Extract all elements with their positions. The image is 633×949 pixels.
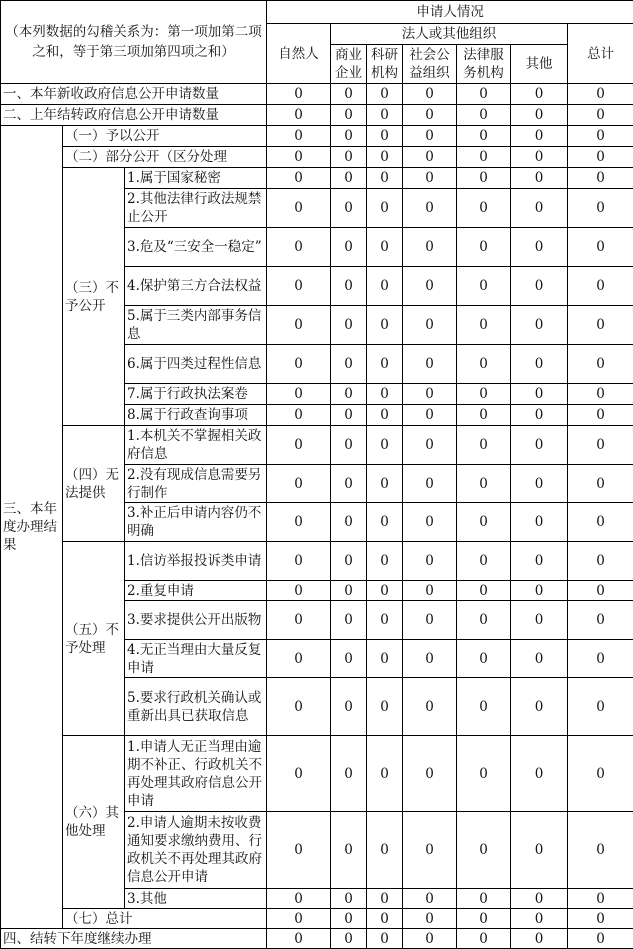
cell-value: 0 bbox=[511, 929, 568, 949]
cell-value: 0 bbox=[267, 929, 331, 949]
cell-value: 0 bbox=[367, 147, 403, 168]
row-label: 4.无正当理由大量反复申请 bbox=[125, 640, 267, 678]
cell-value: 0 bbox=[331, 228, 367, 267]
cell-value: 0 bbox=[267, 147, 331, 168]
cell-value: 0 bbox=[403, 147, 457, 168]
cell-value: 0 bbox=[331, 345, 367, 384]
cell-value: 0 bbox=[367, 909, 403, 929]
cell-value: 0 bbox=[568, 929, 633, 949]
cell-value: 0 bbox=[267, 84, 331, 105]
cell-value: 0 bbox=[568, 84, 633, 105]
cell-value: 0 bbox=[403, 542, 457, 581]
header-total: 总计 bbox=[568, 24, 633, 84]
cell-value: 0 bbox=[457, 503, 511, 542]
cell-value: 0 bbox=[331, 405, 367, 426]
cell-value: 0 bbox=[457, 581, 511, 601]
table-row bbox=[1, 542, 633, 581]
row-label: 8.属于行政查询事项 bbox=[125, 405, 267, 426]
cell-value: 0 bbox=[568, 465, 633, 503]
cell-value: 0 bbox=[331, 736, 367, 812]
cell-value: 0 bbox=[568, 228, 633, 267]
cell-value: 0 bbox=[367, 640, 403, 678]
row-label: 3.补正后申请内容仍不明确 bbox=[125, 503, 267, 542]
cell-value: 0 bbox=[568, 306, 633, 345]
cell-value: 0 bbox=[367, 384, 403, 405]
cell-value: 0 bbox=[267, 228, 331, 267]
cell-value: 0 bbox=[568, 678, 633, 736]
cell-value: 0 bbox=[403, 84, 457, 105]
cell-value: 0 bbox=[367, 736, 403, 812]
cell-value: 0 bbox=[267, 405, 331, 426]
row-label: 1.属于国家秘密 bbox=[125, 168, 267, 189]
row-label: 2.没有现成信息需要另行制作 bbox=[125, 465, 267, 503]
row-label: 2.其他法律行政法规禁止公开 bbox=[125, 189, 267, 228]
cell-value: 0 bbox=[367, 542, 403, 581]
cell-value: 0 bbox=[511, 306, 568, 345]
table-row bbox=[1, 105, 633, 126]
cell-value: 0 bbox=[457, 465, 511, 503]
cell-value: 0 bbox=[457, 345, 511, 384]
cell-value: 0 bbox=[457, 736, 511, 812]
header-legal-group: 法人或其他组织 bbox=[331, 24, 568, 45]
row-label: 2.申请人逾期未按收费通知要求缴纳费用、行政机关不再处理其政府信息公开申请 bbox=[125, 812, 267, 889]
cell-value: 0 bbox=[568, 889, 633, 909]
cell-value: 0 bbox=[511, 267, 568, 306]
cell-value: 0 bbox=[457, 909, 511, 929]
cell-value: 0 bbox=[457, 228, 511, 267]
cell-value: 0 bbox=[568, 345, 633, 384]
cell-value: 0 bbox=[367, 228, 403, 267]
cell-value: 0 bbox=[511, 168, 568, 189]
cell-value: 0 bbox=[267, 581, 331, 601]
cell-value: 0 bbox=[511, 542, 568, 581]
cell-value: 0 bbox=[511, 84, 568, 105]
cell-value: 0 bbox=[511, 384, 568, 405]
cell-value: 0 bbox=[267, 601, 331, 640]
cell-value: 0 bbox=[568, 147, 633, 168]
header-social: 社会公益组织 bbox=[403, 45, 457, 84]
row-label: 6.属于四类过程性信息 bbox=[125, 345, 267, 384]
table-row bbox=[1, 909, 633, 929]
row-label: （一）予以公开 bbox=[63, 126, 267, 147]
row-label: 1.本机关不掌握相关政府信息 bbox=[125, 426, 267, 465]
cell-value: 0 bbox=[568, 601, 633, 640]
cell-value: 0 bbox=[403, 581, 457, 601]
cell-value: 0 bbox=[367, 105, 403, 126]
cell-value: 0 bbox=[403, 465, 457, 503]
cell-value: 0 bbox=[403, 384, 457, 405]
subsection-label: （六）其他处理 bbox=[63, 736, 125, 909]
cell-value: 0 bbox=[568, 384, 633, 405]
cell-value: 0 bbox=[511, 503, 568, 542]
cell-value: 0 bbox=[331, 542, 367, 581]
subsection-label: （五）不予处理 bbox=[63, 542, 125, 736]
cell-value: 0 bbox=[568, 405, 633, 426]
cell-value: 0 bbox=[331, 909, 367, 929]
cell-value: 0 bbox=[367, 405, 403, 426]
cell-value: 0 bbox=[367, 168, 403, 189]
cell-value: 0 bbox=[331, 84, 367, 105]
cell-value: 0 bbox=[568, 267, 633, 306]
cell-value: 0 bbox=[403, 909, 457, 929]
cell-value: 0 bbox=[457, 189, 511, 228]
cell-value: 0 bbox=[267, 189, 331, 228]
cell-value: 0 bbox=[511, 909, 568, 929]
row-label: （七）总计 bbox=[63, 909, 267, 929]
cell-value: 0 bbox=[568, 736, 633, 812]
cell-value: 0 bbox=[511, 228, 568, 267]
cell-value: 0 bbox=[267, 678, 331, 736]
row-label: 3.要求提供公开出版物 bbox=[125, 601, 267, 640]
cell-value: 0 bbox=[457, 384, 511, 405]
header-law: 法律服务机构 bbox=[457, 45, 511, 84]
cell-value: 0 bbox=[568, 812, 633, 889]
cell-value: 0 bbox=[367, 601, 403, 640]
cell-value: 0 bbox=[568, 189, 633, 228]
cell-value: 0 bbox=[457, 105, 511, 126]
cell-value: 0 bbox=[267, 465, 331, 503]
table-row bbox=[1, 147, 633, 168]
subsection-label: （三）不予公开 bbox=[63, 168, 125, 426]
cell-value: 0 bbox=[267, 889, 331, 909]
cell-value: 0 bbox=[457, 306, 511, 345]
cell-value: 0 bbox=[267, 736, 331, 812]
cell-value: 0 bbox=[511, 465, 568, 503]
cell-value: 0 bbox=[331, 189, 367, 228]
cell-value: 0 bbox=[403, 889, 457, 909]
cell-value: 0 bbox=[267, 267, 331, 306]
table-body bbox=[1, 1, 633, 949]
row-label: 1.信访举报投诉类申请 bbox=[125, 542, 267, 581]
cell-value: 0 bbox=[457, 812, 511, 889]
cell-value: 0 bbox=[403, 306, 457, 345]
cell-value: 0 bbox=[511, 812, 568, 889]
cell-value: 0 bbox=[267, 384, 331, 405]
cell-value: 0 bbox=[403, 345, 457, 384]
cell-value: 0 bbox=[568, 542, 633, 581]
row-label: 1.申请人无正当理由逾期不补正、行政机关不再处理其政府信息公开申请 bbox=[125, 736, 267, 812]
cell-value: 0 bbox=[331, 503, 367, 542]
cell-value: 0 bbox=[331, 105, 367, 126]
cell-value: 0 bbox=[367, 267, 403, 306]
cell-value: 0 bbox=[511, 426, 568, 465]
header-commercial: 商业企业 bbox=[331, 45, 367, 84]
cell-value: 0 bbox=[511, 105, 568, 126]
cell-value: 0 bbox=[267, 168, 331, 189]
cell-value: 0 bbox=[403, 812, 457, 889]
cell-value: 0 bbox=[367, 426, 403, 465]
cell-value: 0 bbox=[331, 384, 367, 405]
table-row bbox=[1, 736, 633, 812]
cell-value: 0 bbox=[457, 84, 511, 105]
header-natural-person: 自然人 bbox=[267, 24, 331, 84]
cell-value: 0 bbox=[331, 601, 367, 640]
cell-value: 0 bbox=[403, 640, 457, 678]
cell-value: 0 bbox=[367, 465, 403, 503]
cell-value: 0 bbox=[331, 640, 367, 678]
cell-value: 0 bbox=[403, 105, 457, 126]
cell-value: 0 bbox=[457, 267, 511, 306]
cell-value: 0 bbox=[511, 601, 568, 640]
header-note: （本列数据的勾稽关系为：第一项加第二项之和，等于第三项加第四项之和） bbox=[1, 1, 267, 84]
cell-value: 0 bbox=[267, 503, 331, 542]
cell-value: 0 bbox=[568, 105, 633, 126]
cell-value: 0 bbox=[267, 306, 331, 345]
row-label: 3.其他 bbox=[125, 889, 267, 909]
row-label: （二）部分公开（区分处理 bbox=[63, 147, 267, 168]
cell-value: 0 bbox=[367, 889, 403, 909]
cell-value: 0 bbox=[568, 640, 633, 678]
cell-value: 0 bbox=[511, 189, 568, 228]
cell-value: 0 bbox=[367, 306, 403, 345]
cell-value: 0 bbox=[367, 189, 403, 228]
cell-value: 0 bbox=[403, 405, 457, 426]
cell-value: 0 bbox=[331, 581, 367, 601]
cell-value: 0 bbox=[403, 426, 457, 465]
subsection-label: （四）无法提供 bbox=[63, 426, 125, 542]
row-label: 四、结转下年度继续办理 bbox=[1, 929, 267, 949]
cell-value: 0 bbox=[331, 126, 367, 147]
cell-value: 0 bbox=[331, 147, 367, 168]
cell-value: 0 bbox=[367, 581, 403, 601]
cell-value: 0 bbox=[403, 503, 457, 542]
table-row bbox=[1, 426, 633, 465]
table-row bbox=[1, 126, 633, 147]
cell-value: 0 bbox=[568, 581, 633, 601]
cell-value: 0 bbox=[457, 601, 511, 640]
cell-value: 0 bbox=[267, 105, 331, 126]
cell-value: 0 bbox=[457, 640, 511, 678]
cell-value: 0 bbox=[403, 126, 457, 147]
cell-value: 0 bbox=[511, 147, 568, 168]
cell-value: 0 bbox=[367, 812, 403, 889]
row-label: 5.属于三类内部事务信息 bbox=[125, 306, 267, 345]
cell-value: 0 bbox=[403, 601, 457, 640]
cell-value: 0 bbox=[457, 929, 511, 949]
cell-value: 0 bbox=[511, 345, 568, 384]
section-3-label: 三、本年度办理结果 bbox=[1, 126, 63, 929]
row-label: 5.要求行政机关确认或重新出具已获取信息 bbox=[125, 678, 267, 736]
cell-value: 0 bbox=[403, 736, 457, 812]
cell-value: 0 bbox=[403, 267, 457, 306]
row-label: 一、本年新收政府信息公开申请数量 bbox=[1, 84, 267, 105]
cell-value: 0 bbox=[511, 126, 568, 147]
cell-value: 0 bbox=[367, 503, 403, 542]
cell-value: 0 bbox=[457, 426, 511, 465]
cell-value: 0 bbox=[331, 678, 367, 736]
header-research: 科研机构 bbox=[367, 45, 403, 84]
cell-value: 0 bbox=[267, 812, 331, 889]
row-label: 4.保护第三方合法权益 bbox=[125, 267, 267, 306]
cell-value: 0 bbox=[568, 168, 633, 189]
cell-value: 0 bbox=[267, 542, 331, 581]
cell-value: 0 bbox=[457, 126, 511, 147]
cell-value: 0 bbox=[331, 306, 367, 345]
cell-value: 0 bbox=[331, 812, 367, 889]
cell-value: 0 bbox=[457, 147, 511, 168]
row-label: 7.属于行政执法案卷 bbox=[125, 384, 267, 405]
cell-value: 0 bbox=[457, 889, 511, 909]
cell-value: 0 bbox=[403, 678, 457, 736]
cell-value: 0 bbox=[511, 889, 568, 909]
cell-value: 0 bbox=[367, 929, 403, 949]
cell-value: 0 bbox=[403, 228, 457, 267]
cell-value: 0 bbox=[403, 189, 457, 228]
cell-value: 0 bbox=[267, 426, 331, 465]
cell-value: 0 bbox=[367, 126, 403, 147]
cell-value: 0 bbox=[367, 678, 403, 736]
table-row bbox=[1, 168, 633, 189]
cell-value: 0 bbox=[331, 267, 367, 306]
row-label: 2.重复申请 bbox=[125, 581, 267, 601]
cell-value: 0 bbox=[568, 503, 633, 542]
cell-value: 0 bbox=[267, 909, 331, 929]
cell-value: 0 bbox=[331, 426, 367, 465]
cell-value: 0 bbox=[367, 84, 403, 105]
header-applicant: 申请人情况 bbox=[267, 1, 633, 24]
cell-value: 0 bbox=[511, 581, 568, 601]
cell-value: 0 bbox=[568, 909, 633, 929]
cell-value: 0 bbox=[267, 345, 331, 384]
cell-value: 0 bbox=[331, 929, 367, 949]
row-label: 二、上年结转政府信息公开申请数量 bbox=[1, 105, 267, 126]
cell-value: 0 bbox=[331, 168, 367, 189]
cell-value: 0 bbox=[511, 640, 568, 678]
row-label: 3.危及“三安全一稳定” bbox=[125, 228, 267, 267]
cell-value: 0 bbox=[367, 345, 403, 384]
cell-value: 0 bbox=[511, 736, 568, 812]
cell-value: 0 bbox=[568, 426, 633, 465]
cell-value: 0 bbox=[267, 126, 331, 147]
cell-value: 0 bbox=[511, 678, 568, 736]
cell-value: 0 bbox=[331, 465, 367, 503]
cell-value: 0 bbox=[568, 126, 633, 147]
cell-value: 0 bbox=[457, 678, 511, 736]
cell-value: 0 bbox=[403, 168, 457, 189]
cell-value: 0 bbox=[457, 405, 511, 426]
table-row bbox=[1, 84, 633, 105]
header-other: 其他 bbox=[511, 45, 568, 84]
cell-value: 0 bbox=[511, 405, 568, 426]
cell-value: 0 bbox=[403, 929, 457, 949]
cell-value: 0 bbox=[457, 168, 511, 189]
cell-value: 0 bbox=[457, 542, 511, 581]
cell-value: 0 bbox=[331, 889, 367, 909]
cell-value: 0 bbox=[267, 640, 331, 678]
